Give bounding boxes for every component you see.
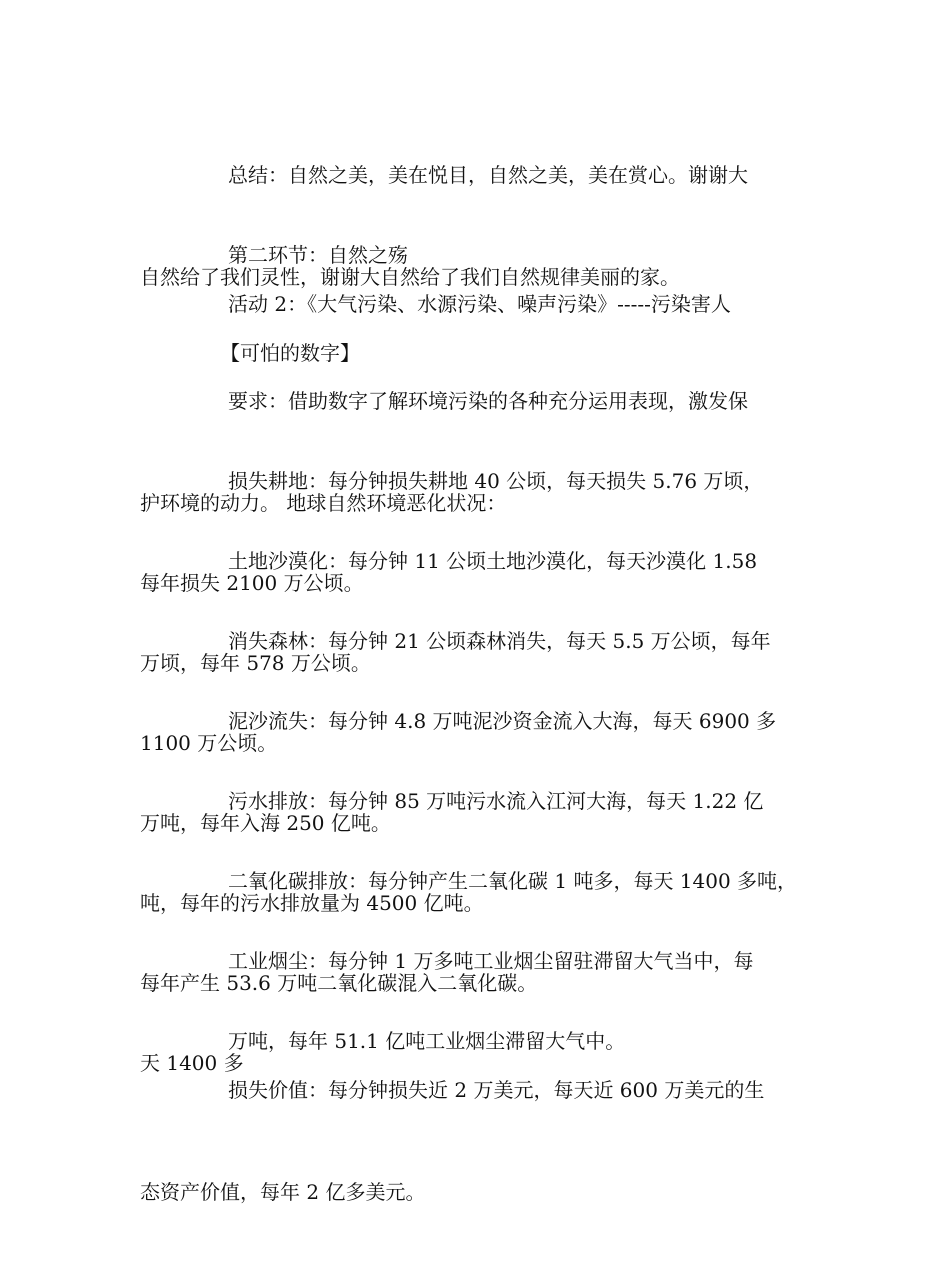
paragraph-line: 损失价值：每分钟损失近 2 万美元，每天近 600 万美元的生 <box>228 1078 765 1102</box>
paragraph-line: 泥沙流失：每分钟 4.8 万吨泥沙资金流入大海，每天 6900 多 <box>228 709 777 733</box>
paragraph-line: 消失森林：每分钟 21 公顷森林消失，每天 5.5 万公顷，每年 <box>228 629 771 653</box>
paragraph-line: 每年产生 53.6 万吨二氧化碳混入二氧化碳。 <box>140 971 538 995</box>
paragraph-line: 天 1400 多 <box>140 1051 244 1075</box>
paragraph-line: 第二环节：自然之殇 <box>228 243 408 267</box>
paragraph-line: 总结：自然之美，美在悦目，自然之美，美在赏心。谢谢大 <box>228 163 748 187</box>
paragraph-line: 每年损失 2100 万公顷。 <box>140 571 364 595</box>
paragraph-line: 污水排放：每分钟 85 万吨污水流入江河大海，每天 1.22 亿 <box>228 789 764 813</box>
paragraph-line: 【可怕的数字】 <box>220 341 360 365</box>
paragraph-line: 损失耕地：每分钟损失耕地 40 公顷，每天损失 5.76 万顷， <box>228 469 764 493</box>
paragraph-line: 土地沙漠化：每分钟 11 公顷土地沙漠化，每天沙漠化 1.58 <box>228 549 758 573</box>
paragraph-line: 工业烟尘：每分钟 1 万多吨工业烟尘留驻滞留大气当中，每 <box>228 949 754 973</box>
paragraph-line: 自然给了我们灵性，谢谢大自然给了我们自然规律美丽的家。 <box>140 265 680 289</box>
paragraph-value-loss <box>140 1005 830 1277</box>
paragraph-line: 1100 万公顷。 <box>140 731 278 755</box>
paragraph-line: 态资产价值，每年 2 亿多美元。 <box>140 1180 426 1204</box>
paragraph-line: 活动 2：《大气污染、水源污染、噪声污染》-----污染害人 <box>228 292 731 316</box>
paragraph-line: 万顷，每年 578 万公顷。 <box>140 651 371 675</box>
paragraph-line: 万吨，每年入海 250 亿吨。 <box>140 811 391 835</box>
paragraph-line: 二氧化碳排放：每分钟产生二氧化碳 1 吨多，每天 1400 多吨， <box>228 869 798 893</box>
paragraph-line: 护环境的动力。 地球自然环境恶化状况： <box>140 491 507 515</box>
paragraph-line: 吨，每年的污水排放量为 4500 亿吨。 <box>140 891 484 915</box>
paragraph-line: 万吨，每年 51.1 亿吨工业烟尘滞留大气中。 <box>228 1029 626 1053</box>
paragraph-line: 要求：借助数字了解环境污染的各种充分运用表现，激发保 <box>228 389 748 413</box>
